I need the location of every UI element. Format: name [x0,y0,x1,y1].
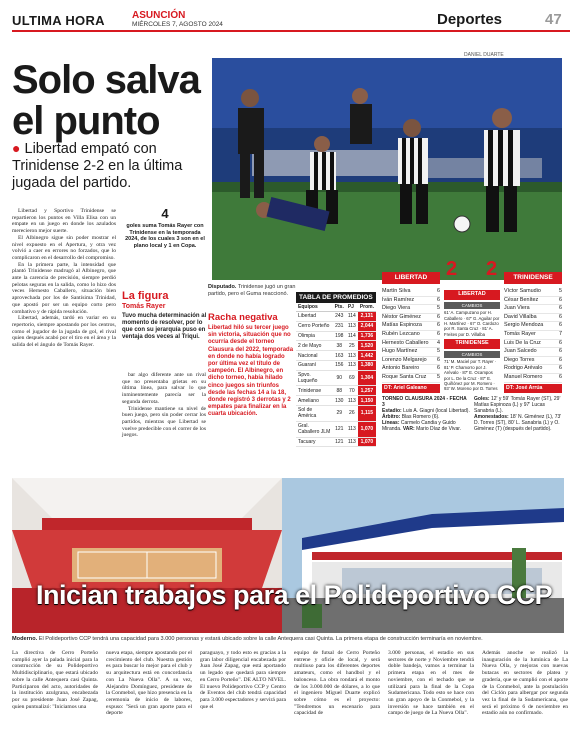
racha-box [208,312,294,419]
bullet-icon: ● [12,140,21,156]
table-header-row: Equipos Pts. PJ Prom. [298,304,374,310]
list-item: César Benítez 6 [504,297,562,306]
article2-column: paraguayo, y todo esto es gracias a la gran labor diligencial encabezada por Juan José Zapag, que está aportando un legado que quedará para siempre en Cerro Porteño". DE ALTO NIVEL. El nuevo Polideportivo CCP y Centro de Eventos del club tendrá capacidad para 3.000 espectadores y servirá para que el [200,650,286,710]
list-item: Rodrigo Arévalo 6 [504,365,562,374]
list-item: Antonio Bareiro 6 [382,365,440,374]
photo-caption: Disputado. Trinidense jugó un gran partido, pero el Guma reaccionó. [208,284,296,297]
table-row: Spvo. Luqueño 90 69 1,304 [296,370,376,386]
table-row: Tacuary 121 113 1,070 [296,437,376,447]
list-item: Roque Santa Cruz 5 [382,374,440,383]
stat-number: 4 [161,206,169,221]
list-item: Hernesto Caballero 4 [382,340,440,349]
list-item: Juan Salcedo 6 [504,348,562,357]
figura-box [122,290,210,341]
match-photo [212,58,562,280]
stat-box [122,206,208,249]
table-row: Olimpia 198 114 1,736 [296,331,376,341]
table-row: Libertad 243 114 2,131 [296,312,376,322]
list-item: Diego Viera 5 [382,305,440,314]
list-item: Martín Silva 6 [382,288,440,297]
away-team-label: TRINIDENSE [504,272,562,284]
ball-icon [454,216,470,232]
article2-column: 3.000 personas, el estadio en sus sectores de norte y Noviembre tendrá doble bandeja, vamos a terminar la primera etapa en el mes de noviembre, con el techado que se utilizará para la final de la Copa Sudamericana. Todo esto se hace con un gran apoyo de la Conmebol, y la inversión se hace también en el campo de juego de La Nueva Olla". [388,650,474,717]
newspaper-logo: ASUNCIÓN [132,10,186,21]
list-item: Iván Ramírez 6 [382,297,440,306]
article-headline: Solo salva el punto [12,58,200,143]
article-column-1: Libertad y Sportivo Trinidense se repartieron los puntos en Villa Elisa con un empate en un juego en donde los azulados merecieron mejor suerte. El Albinegro sigue sin poder mostrar el nivel expuesto en el Apertura, y otra vez volvió a caer en errores no forzados, que lo complicaron en el desarrollo del compromiso. En la primera parte, la intensidad que plantó Trinidense madrugó al Albinegro, que ante la carencia de precisión, siempre perdió pelotas seguras en la salida, como lo hizo dos veces Hernesto Caballero, situación bien aprovechada por los de Santísima Trinidad, que apostó por ser un equipo corto pero combativo y de rápida resolución. Libertad, además, tardó en variar en su repertorio, siempre apostando por los centros, como el jugador de la jugada de gol, el rival quien después acabó por el tiro en el área y la salida del el ángulo de Tomás Rayer. [12,208,116,349]
scoreboard [382,258,562,432]
table-row: 2 de Mayo 38 25 1,520 [296,341,376,351]
list-item: Diego Torres 6 [504,357,562,366]
page-number: 47 [545,11,562,28]
list-item: Rubén Lezcano 6 [382,331,440,340]
away-changes: 71' M. Maciel por T. Rayer · 81' P. Chamorro por J. Arévalo · 87' E. Ocampos por L. De la Cruz · 87' E. Quiñónez por M. Romero · 93' W. Moreno por D. Torres [444,359,498,392]
list-item: Matías Espinoza 6 [382,322,440,331]
away-lineup [504,288,562,393]
list-item: David Villalba 6 [504,314,562,323]
article2-body [12,650,568,717]
article2-column: nueva etapa, siempre apostando por el crecimiento del club. Nuestra gestión es para buscar lo mejor para el club y su arquitectura está en concordancia con La Nueva Olla". A su vez, Alejandro Domínguez, presidente de la Conmebol, que hizo presencia en la ceremonia de inicio de labores, expuso: "Será un gran aporte para el deporte [106,650,192,717]
article2-headline: Inician trabajos para el Polideportivo CCP [36,580,553,610]
table-row: Nacional 163 113 1,442 [296,351,376,361]
figura-description: Tuvo mucha determinación al momento de resolver, por lo que con su jerarquía puso en ventaja dos veces al Triqui. [122,313,207,340]
list-item: Hugo Martínez 5 [382,348,440,357]
article2-column: Además anoche se realizó la inauguración de la luminica de La Nueva Olla, y mejoras con nuevas butacas en sectores de platea y gradería, que se cumplió con el aporte de la Conmebol, ante la postulación del Ciclón para albergar por segunda vez la final de la Sudamericana, que será el próximo 6 de noviembre en estadio aún no confirmado. [482,650,568,717]
promedios-table [296,292,376,447]
article2-column: La directiva de Cerro Porteño cumplió ayer la palada inicial para la construcción de su Polideportivo Multidisciplinario, que estará ubicado sobre la calle Antequera casi Quinta. Participaron del acto, autoridades de la institución azulgrana, encabezada por su presidente Juan José Zapag, quien puntualizó: "Iniciamos una [12,650,98,710]
list-item: Manuel Romero 6 [504,374,562,383]
table-row: Ameliano 130 113 1,150 [296,396,376,406]
section-label: ULTIMA HORA [12,13,105,28]
article-subheadline: ● Libertad empató con Trinidense 2-2 en la última jugada del partido. [12,140,183,191]
away-score: 2 [486,258,498,280]
table-row: Guaraní 156 113 1,380 [296,360,376,370]
home-score: 2 [446,258,458,280]
away-coach: DT: José Arrúa [504,384,562,394]
list-item: Lorenzo Melgarejo 6 [382,357,440,366]
list-item: Víctor Samudio 5 [504,288,562,297]
home-lineup [382,288,440,393]
home-changes: 61' A. Campuzano por H. Caballero · 67' G. Aguilar por H. Martínez · 67' O. Cardozo por R. Santa Cruz · 81' A. Freites por D. Villalba [444,310,500,337]
article2-caption: Moderno. El Polideportivo CCP tendrá una capacidad para 3.000 personas y estará ubicado sobre la calle Antequera casi Quinta. La primera etapa de construcción terminaría en noviembre. [12,636,483,642]
table-row: Trinidense 88 70 1,257 [296,386,376,396]
list-item: Sergio Mendoza 6 [504,322,562,331]
promedios-title: TABLA DE PROMEDIOS [296,292,376,303]
article-column-2: bar algo diferente ante un rival que no presentaba grietas en su última línea, para salvar lo que inminentemente parecía ser la segunda derrota. Trinidense mantiene su nivel de buen juego, pero sin poder cerrar los partidos, mientras que Libertad se vuelve predecible con el correr de los juegos. [122,372,206,439]
table-row: Cerro Porteño 231 113 2,044 [296,321,376,331]
racha-text: Libertad hiló su tercer juego sin victoria, situación que no ocurría desde el torneo Clausura del 2022, temporada en donde no había logrado por última vez el título de campeón. El Albinegro, en dicho torneo, había hilado cinco juegos sin triunfos desde las fechas 14 a la 18, donde registró 3 derrotas y 2 empates para finalizar en la cuarta ubicación. [208,325,294,418]
list-item: Néstor Giménez 6 [382,314,440,323]
changes-panel: LIBERTAD CAMBIOS 61' A. Campuzano por H. Caballero · 67' G. Aguilar por H. Martínez · 67' O. Cardozo por R. Santa Cruz · 81' A. Freites por D. Villalba TRINIDENSE CAMBIOS 71' M. Maciel por T. Rayer · 81' P. Chamorro por J. Arévalo · 87' E. Ocampos por L. De la Cruz · 87' E. Quiñónez por M. Romero · 93' W. Moreno por D. Torres [444,291,500,392]
table-row: Sol de América 29 26 1,115 [296,406,376,422]
photo-credit: DANIEL DUARTE [464,52,504,58]
list-item: Tomás Rayer 7 [504,331,562,340]
stat-text: goles suma Tomás Rayer con Trinidense en la temporada 2024, de los cuales 3 son en el plano local y 1 en Copa. [125,223,205,249]
promedios-grid [296,303,376,447]
list-item: Luis De la Cruz 6 [504,340,562,349]
figura-name: Tomás Rayer [122,303,166,310]
issue-date: MIÉRCOLES 7, AGOSTO 2024 [132,21,223,28]
figura-label: La figura [122,290,169,302]
article2-column: equipo de futsal de Cerro Porteño entrene y oficie de local, y será multiuso para los diferentes deportes amateurs, como el handbol y el balonceso. La obra rondará el monto de los 3.000.000 de dólares, a lo que el ingeniero Miguel Duarte explicó sobre cómo es el proyecto: "Tendremos un escenario para capacidad de [294,650,380,717]
list-item: Juan Viera 6 [504,305,562,314]
home-coach: DT: Ariel Galeano [382,384,440,394]
table-row: Gral. Caballero JLM 121 113 1,070 [296,421,376,437]
racha-label: Racha negativa [208,312,278,323]
match-info: TORNEO CLAUSURA 2024 - FECHA 3 Estadio: Luis A. Giagni (local Libertad). Árbitro: Blas Romero (6). Líneas: Carmelo Candia y Guido Miranda. VAR: Mario Díaz de Vivar. [382,396,470,433]
home-team-label: LIBERTAD [382,272,440,284]
match-events: Goles: 12' y 59' Tomás Rayer (ST), 29' Matías Espinoza (L) y 97' Lucas Sanabria (L). Amonestados: 18' N. Giménez (L), 73' D. Torres (ST), 80' L. Sanabria (L) y O. Giménez (T) (después del partido). [474,396,562,433]
header-rule [12,30,570,32]
section-title: Deportes [437,11,503,28]
